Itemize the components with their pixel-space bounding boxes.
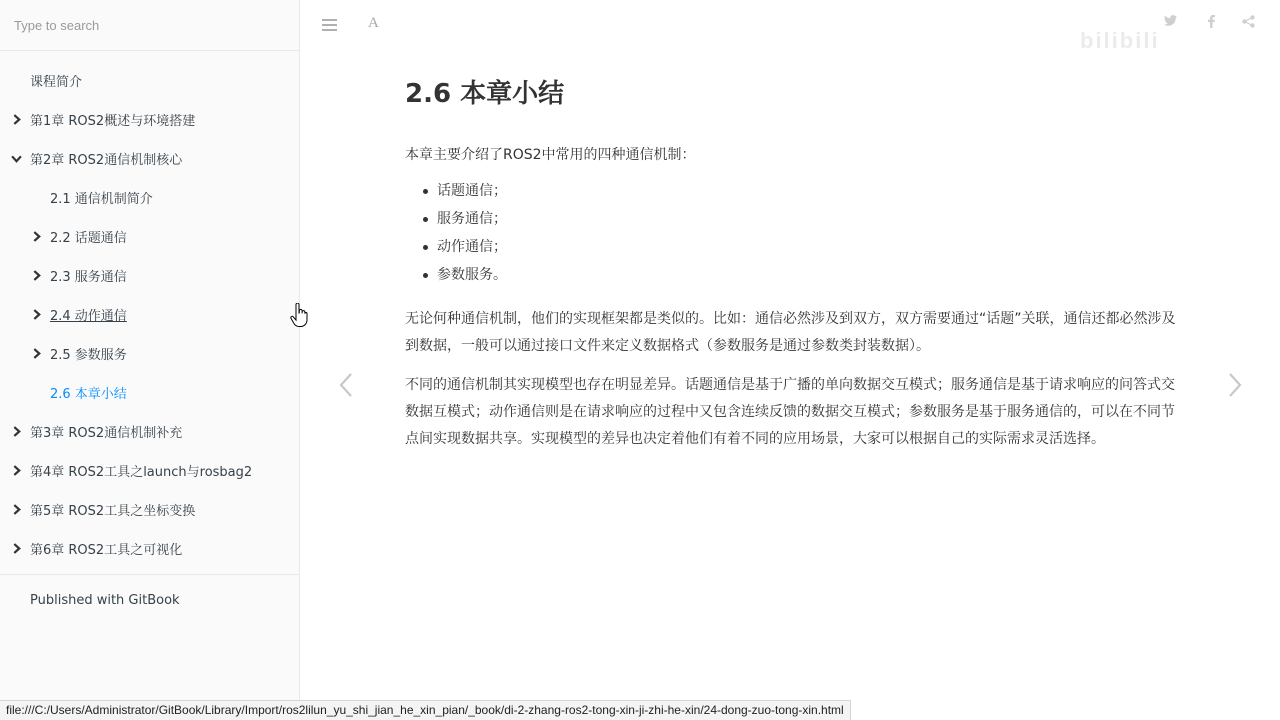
sidebar-item[interactable] (0, 256, 299, 295)
twitter-icon[interactable] (1164, 15, 1177, 31)
sidebar-item[interactable] (0, 178, 299, 217)
previous-page-arrow-icon[interactable] (336, 370, 356, 400)
chevron-right-icon[interactable] (9, 113, 23, 127)
published-with-gitbook-link[interactable]: Published with GitBook (30, 593, 180, 608)
chevron-right-icon[interactable] (29, 308, 43, 322)
font-settings-icon[interactable]: A (368, 15, 379, 31)
sidebar-item-label: 2.4 动作通信 (50, 309, 127, 324)
paragraph-framework: 无论何种通信机制，他们的实现框架都是类似的。比如：通信必然涉及到双方，双方需要通过“话题”关联，通信还都必然涉及到数据，一般可以通过接口文件来定义数据格式（参数服务是通过参数类封装数据）。 (405, 311, 1176, 354)
sidebar-item-label: 第2章 ROS2通信机制核心 (30, 153, 183, 168)
chevron-right-icon[interactable] (29, 230, 43, 244)
sidebar-item[interactable] (0, 529, 299, 568)
sidebar-item-label: 2.1 通信机制简介 (50, 192, 153, 207)
sidebar-item-label: 第1章 ROS2概述与环境搭建 (30, 114, 196, 129)
sidebar-item[interactable] (0, 412, 299, 451)
share-icon[interactable] (1242, 15, 1255, 32)
sidebar-item[interactable] (0, 490, 299, 529)
list-item: 服务通信； (423, 205, 1185, 233)
chevron-right-icon[interactable] (9, 503, 23, 517)
sidebar-item[interactable] (0, 100, 299, 139)
sidebar-item[interactable] (0, 217, 299, 256)
chevron-right-icon[interactable] (9, 425, 23, 439)
table-of-contents (0, 51, 299, 568)
list-item: 动作通信； (423, 233, 1185, 261)
hamburger-icon[interactable] (322, 17, 337, 35)
sidebar-item-label: 2.2 话题通信 (50, 231, 127, 246)
chevron-right-icon[interactable] (9, 542, 23, 556)
sidebar-item[interactable] (0, 373, 299, 412)
chevron-right-icon[interactable] (29, 347, 43, 361)
sidebar-item-label: 2.6 本章小结 (50, 387, 127, 402)
search-input[interactable] (14, 18, 285, 33)
sidebar-item-label: 2.3 服务通信 (50, 270, 127, 285)
sidebar-item[interactable] (0, 61, 299, 100)
mechanism-list (423, 177, 1185, 289)
chevron-down-icon[interactable] (9, 152, 23, 166)
facebook-icon[interactable] (1208, 15, 1215, 32)
list-item: 话题通信； (423, 177, 1185, 205)
sidebar-item-label: 第5章 ROS2工具之坐标变换 (30, 504, 196, 519)
next-page-arrow-icon[interactable] (1225, 370, 1245, 400)
chevron-right-icon[interactable] (29, 269, 43, 283)
sidebar-item-label: 第6章 ROS2工具之可视化 (30, 543, 183, 558)
sidebar-item-label: 第4章 ROS2工具之launch与rosbag2 (30, 465, 253, 480)
sidebar-item-label: 课程简介 (30, 75, 83, 90)
bilibili-watermark: bilibili (1080, 28, 1160, 53)
sidebar-item[interactable] (0, 334, 299, 373)
sidebar-item[interactable] (0, 451, 299, 490)
sidebar-item[interactable] (0, 295, 299, 334)
hand-cursor-icon (290, 303, 308, 329)
article-body (405, 74, 1185, 453)
sidebar-item-label: 第3章 ROS2通信机制补充 (30, 426, 183, 441)
intro-paragraph: 本章主要介绍了ROS2中常用的四种通信机制： (405, 147, 696, 163)
list-item: 参数服务。 (423, 261, 1185, 289)
sidebar-item[interactable] (0, 139, 299, 178)
sidebar-item-label: 2.5 参数服务 (50, 348, 127, 363)
chevron-right-icon[interactable] (9, 464, 23, 478)
page-title: 2.6 本章小结 (405, 79, 565, 109)
paragraph-models: 不同的通信机制其实现模型也存在明显差异。话题通信是基于广播的单向数据交互模式；服务通信是基于请求响应的问答式交数据互模式；动作通信则是在请求响应的过程中又包含连续反馈的数据交互模式；参数服务是基于服务通信的，可以在不同节点间实现数据共享。实现模型的差异也决定着他们有着不同的应用场景，大家可以根据自己的实际需求灵活选择。 (405, 377, 1175, 447)
status-bar-url: file:///C:/Users/Administrator/GitBook/Library/Import/ros2lilun_yu_shi_jian_he_xin_pian/_book/di-2-zhang-ros2-tong-xin-ji-zhi-he-xin/24-dong-zuo-tong-xin.html (0, 700, 851, 720)
sidebar (0, 0, 300, 720)
search-bar (0, 0, 299, 51)
